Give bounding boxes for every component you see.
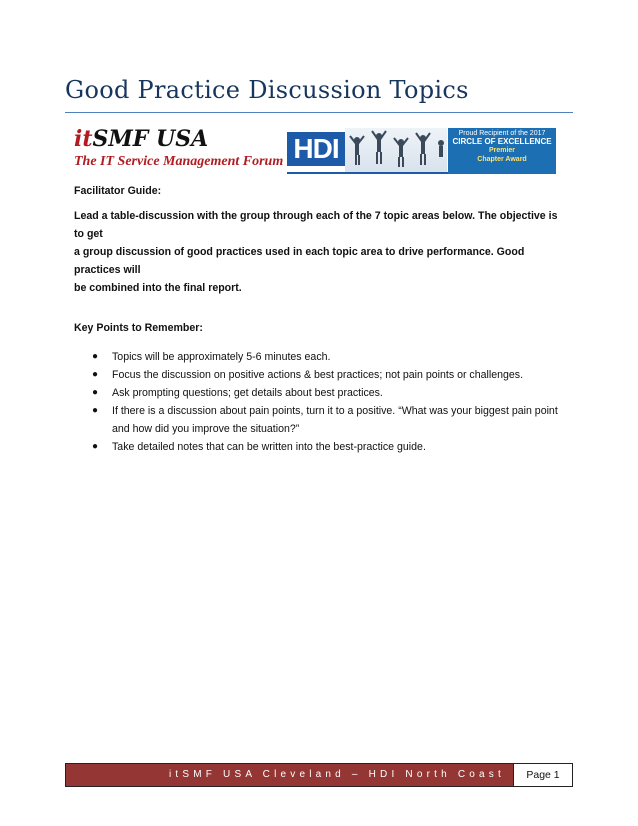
key-points-list [74,348,574,456]
list-item-text: Ask prompting questions; get details about best practices. [112,387,383,399]
page-number: Page 1 [513,764,572,786]
list-item-text-continued: and how did you improve the situation?” [112,423,300,435]
itsmf-brand [74,128,284,150]
list-item [74,438,574,456]
facilitator-line: be combined into the final report. [74,282,242,294]
award-badge [448,128,556,174]
list-item [74,402,574,438]
hdi-logo: HDI [287,132,345,166]
award-line-2: CIRCLE OF EXCELLENCE [452,137,552,146]
page-footer [65,763,573,787]
bullet-icon: ● [92,405,99,416]
list-item-text: Topics will be approximately 5-6 minutes each. [112,351,331,363]
bullet-icon: ● [92,369,99,380]
itsmf-brand-it: it [74,126,93,152]
key-points-heading: Key Points to Remember: [74,322,203,334]
itsmf-brand-rest: SMF USA [92,126,209,152]
itsmf-tagline: The IT Service Management Forum [74,154,284,169]
bullet-icon: ● [92,387,99,398]
bullet-icon: ● [92,441,99,452]
title-divider [65,112,573,113]
award-line-1: Proud Recipient of the 2017 [458,130,546,137]
list-item [74,366,574,384]
list-item [74,348,574,366]
list-item [74,384,574,402]
footer-organization: itSMF USA Cleveland – HDI North Coast [66,764,513,786]
award-line-4: Chapter Award [477,156,527,163]
list-item-text: If there is a discussion about pain points, turn it to a positive. “What was your biggest pain point [112,405,558,417]
award-line-3: Premier [488,147,516,154]
page-title: Good Practice Discussion Topics [65,76,469,104]
itsmf-logo [74,128,284,176]
bullet-icon: ● [92,351,99,362]
list-item-text: Focus the discussion on positive actions & best practices; not pain points or challenges. [112,369,524,381]
list-item-text: Take detailed notes that can be written into the best-practice guide. [112,441,426,453]
facilitator-heading: Facilitator Guide: [74,185,162,197]
facilitator-line: Lead a table-discussion with the group through each of the 7 topic areas below. The objective is to get [74,210,558,240]
banner-underline [287,172,457,174]
facilitator-paragraph [74,207,570,297]
celebration-photo [345,128,447,174]
facilitator-line: a group discussion of good practices used in each topic area to drive performance. Good practices will [74,246,525,276]
